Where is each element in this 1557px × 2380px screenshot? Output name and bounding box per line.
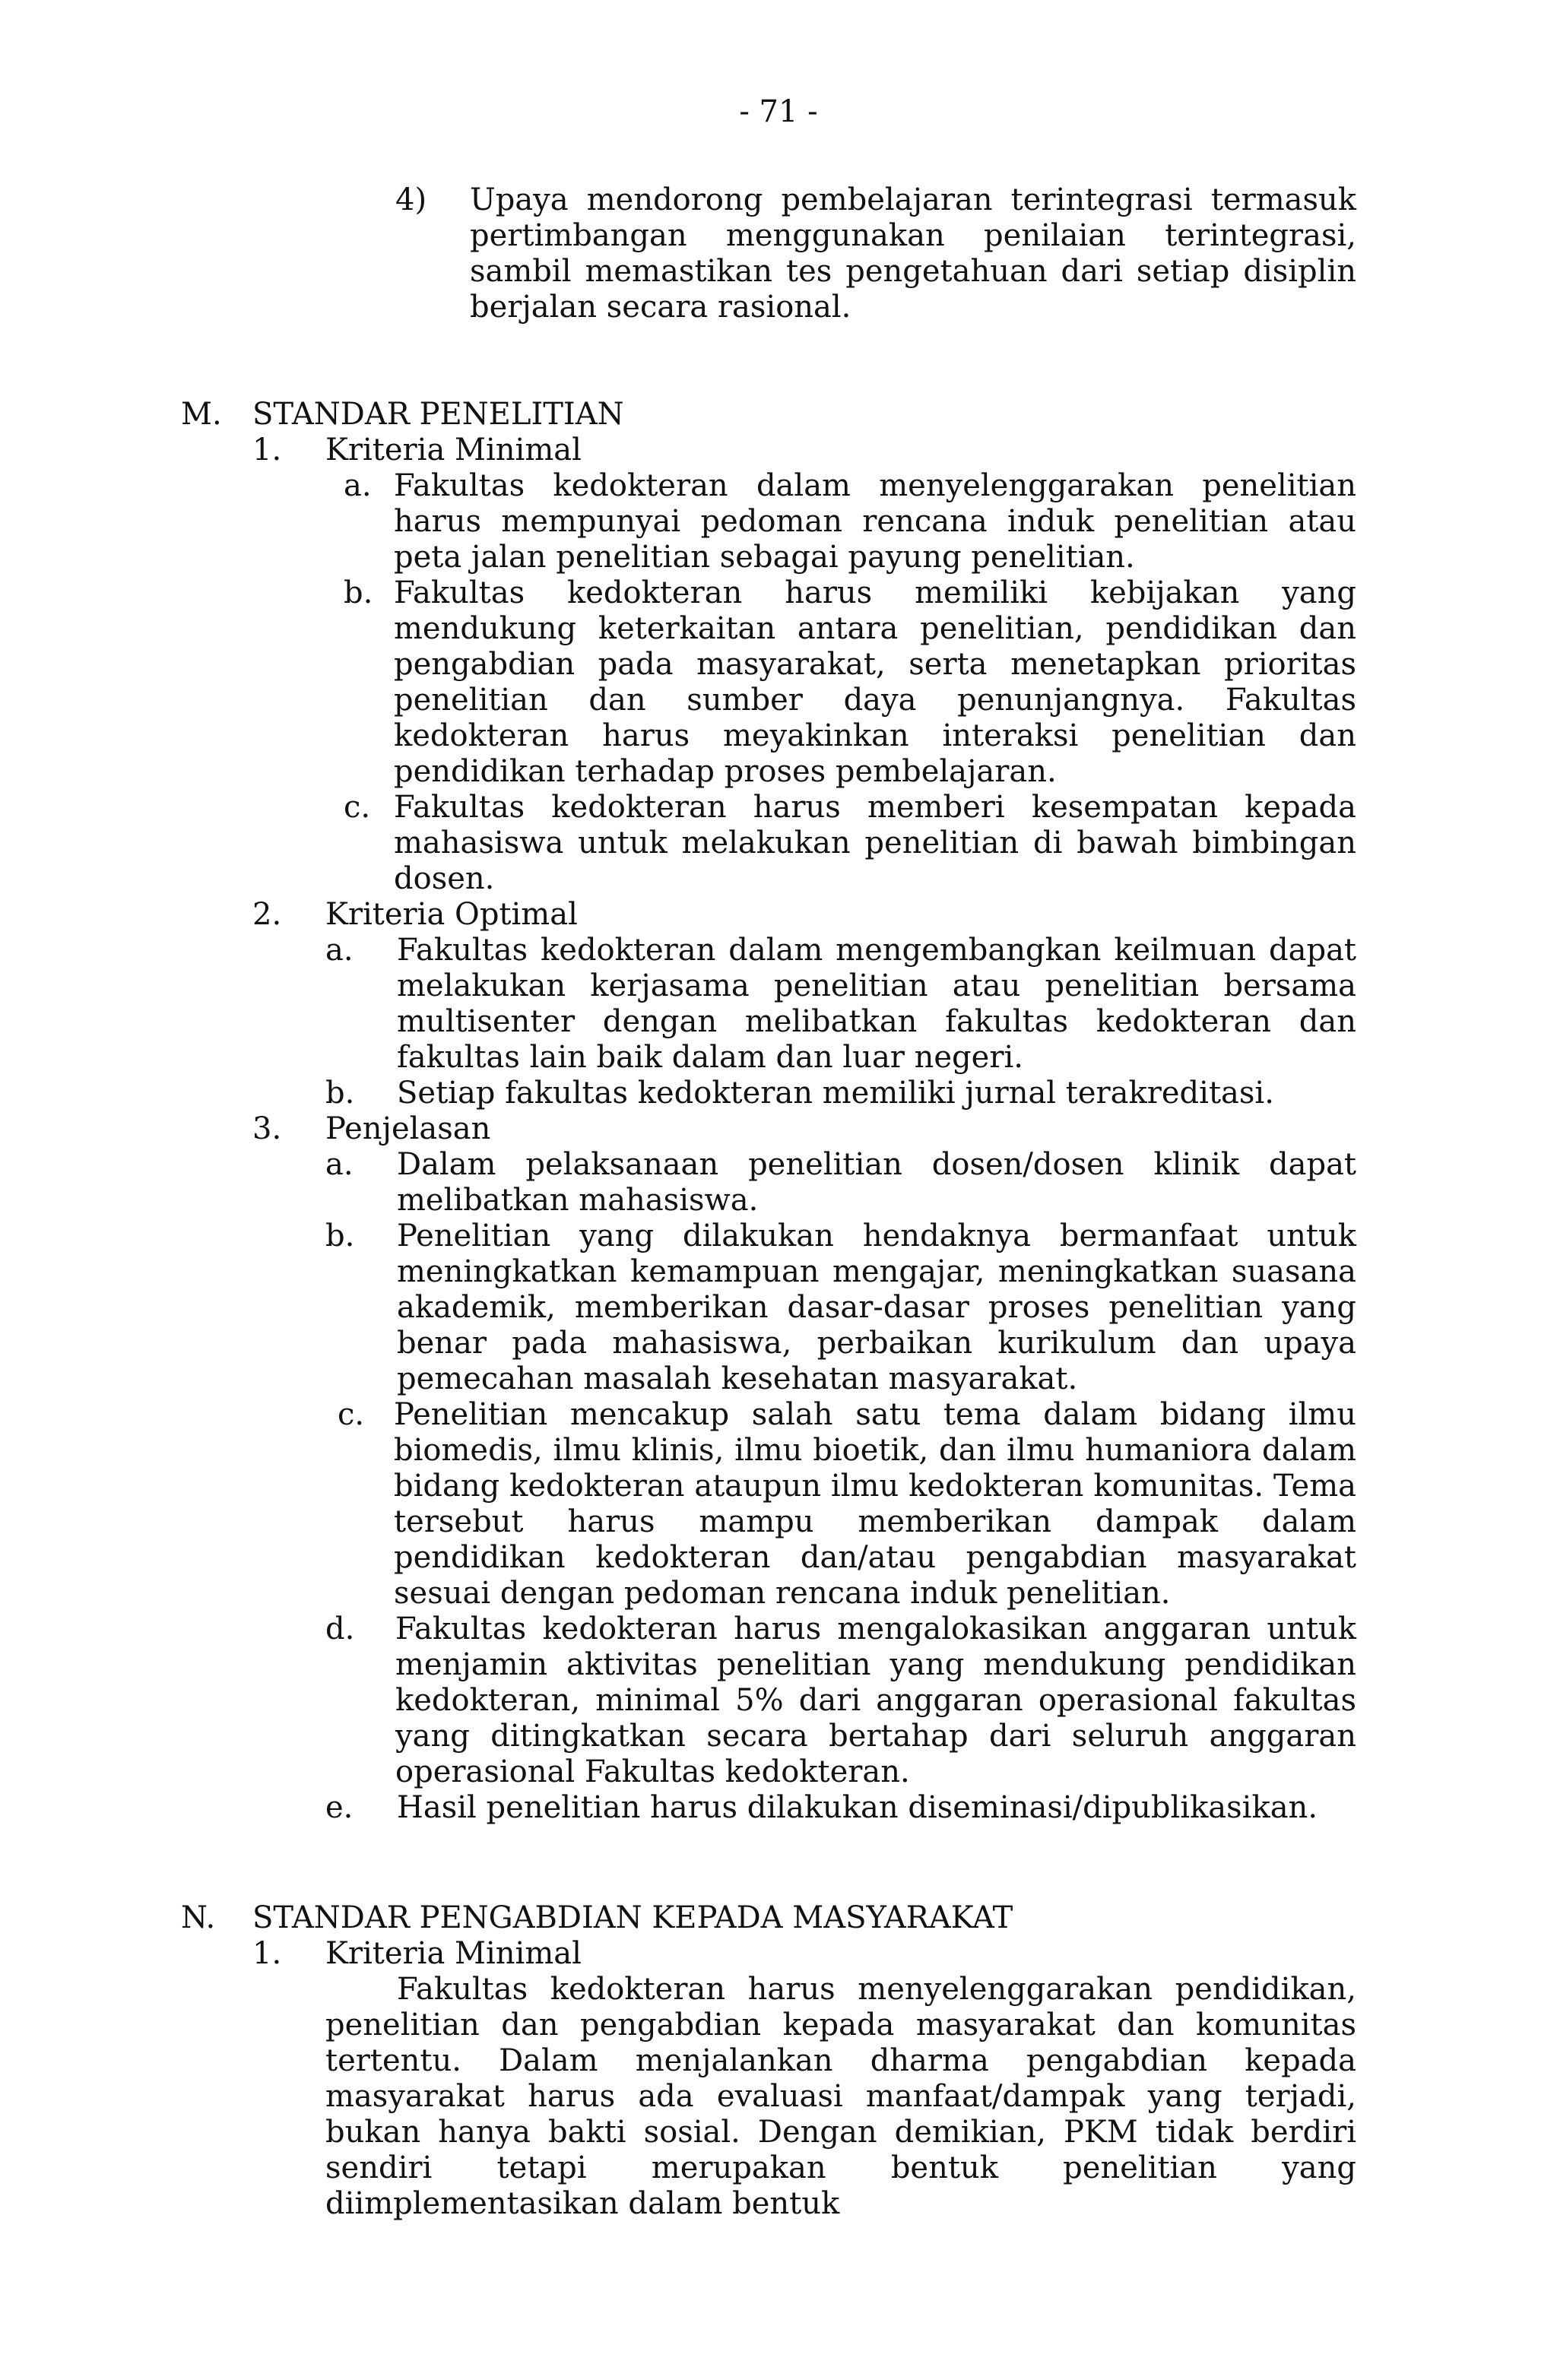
list-item-text: Penelitian yang dilakukan hendaknya bermanfaat untuk meningkatkan kemampuan mengajar, meningkatkan suasana akademik, memberikan dasar-dasar proses penelitian yang benar pada mahasiswa, perbaikan kurikulum dan upaya pemecahan masalah kesehatan masyarakat. [397,1219,1356,1396]
list-item-text: Fakultas kedokteran harus mengalokasikan anggaran untuk menjamin aktivitas penelitian yang mendukung pendidikan kedokteran, minimal 5% dari anggaran operasional fakultas yang ditingkatkan secara bertahap dari seluruh anggaran operasional Fakultas kedokteran. [395,1611,1356,1789]
list-item-text: Hasil penelitian harus dilakukan diseminasi/dipublikasikan. [397,1790,1318,1825]
subsection-title: Kriteria Minimal [325,433,582,467]
list-item-text: Fakultas kedokteran harus memberi kesempatan kepada mahasiswa untuk melakukan penelitian di bawah bimbingan dosen. [394,790,1356,896]
list-label: b. [344,575,373,610]
item-number: 4) [395,182,427,217]
list-label: c. [344,790,371,825]
list-item-text: Fakultas kedokteran dalam mengembangkan keilmuan dapat melakukan kerjasama penelitian atau penelitian bersama multisenter dengan melibatkan fakultas kedokteran dan fakultas lain baik dalam dan luar negeri. [397,933,1356,1075]
list-label: c. [338,1397,365,1432]
list-label: d. [325,1611,355,1646]
list-item-text: Setiap fakultas kedokteran memiliki jurnal terakreditasi. [397,1076,1274,1111]
subsection-title: Kriteria Minimal [325,1936,582,1971]
list-label: b. [325,1076,355,1111]
subsection-title: Penjelasan [325,1111,491,1146]
subsection-number: 1. [252,433,282,467]
list-item-text: Penelitian mencakup salah satu tema dalam bidang ilmu biomedis, ilmu klinis, ilmu bioetik, dan ilmu humaniora dalam bidang kedokteran ataupun ilmu kedokteran komunitas. Tema tersebut harus mampu memberikan dampak dalam pendidikan kedokteran dan/atau pengabdian masyarakat sesuai dengan pedoman rencana induk penelitian. [394,1397,1356,1611]
page-number: - 71 - [739,94,818,129]
subsection-title: Kriteria Optimal [325,897,578,932]
section-title: STANDAR PENELITIAN [252,397,624,432]
item-text: Upaya mendorong pembelajaran terintegrasi termasuk pertimbangan menggunakan penilaian terintegrasi, sambil memastikan tes pengetahuan dari setiap disiplin berjalan secara rasional. [470,182,1356,325]
list-label: a. [344,468,372,503]
list-item-text: Fakultas kedokteran dalam menyelenggarakan penelitian harus mempunyai pedoman rencana induk penelitian atau peta jalan penelitian sebagai payung penelitian. [394,468,1356,575]
subsection-number: 3. [252,1111,282,1146]
list-label: a. [325,933,354,968]
section-title: STANDAR PENGABDIAN KEPADA MASYARAKAT [252,1900,1013,1935]
list-label: a. [325,1147,354,1182]
list-label: e. [325,1790,354,1825]
paragraph-text: Fakultas kedokteran harus menyelenggarakan pendidikan, penelitian dan pengabdian kepada masyarakat dan komunitas tertentu. Dalam menjalankan dharma pengabdian kepada masyarakat harus ada evaluasi manfaat/dampak yang terjadi, bukan hanya bakti sosial. Dengan demikian, PKM tidak berdiri sendiri tetapi merupakan bentuk penelitian yang diimplementasikan dalam bentuk [325,1972,1356,2221]
subsection-number: 1. [252,1936,282,1971]
section-letter: N. [181,1900,216,1935]
list-item-text: Fakultas kedokteran harus memiliki kebijakan yang mendukung keterkaitan antara penelitian, pendidikan dan pengabdian pada masyarakat, serta menetapkan prioritas penelitian dan sumber daya penunjangnya. Fakultas kedokteran harus meyakinkan interaksi penelitian dan pendidikan terhadap proses pembelajaran. [394,575,1356,789]
subsection-number: 2. [252,897,282,932]
section-letter: M. [181,397,222,432]
list-item-text: Dalam pelaksanaan penelitian dosen/dosen klinik dapat melibatkan mahasiswa. [397,1147,1356,1218]
list-label: b. [325,1219,355,1253]
